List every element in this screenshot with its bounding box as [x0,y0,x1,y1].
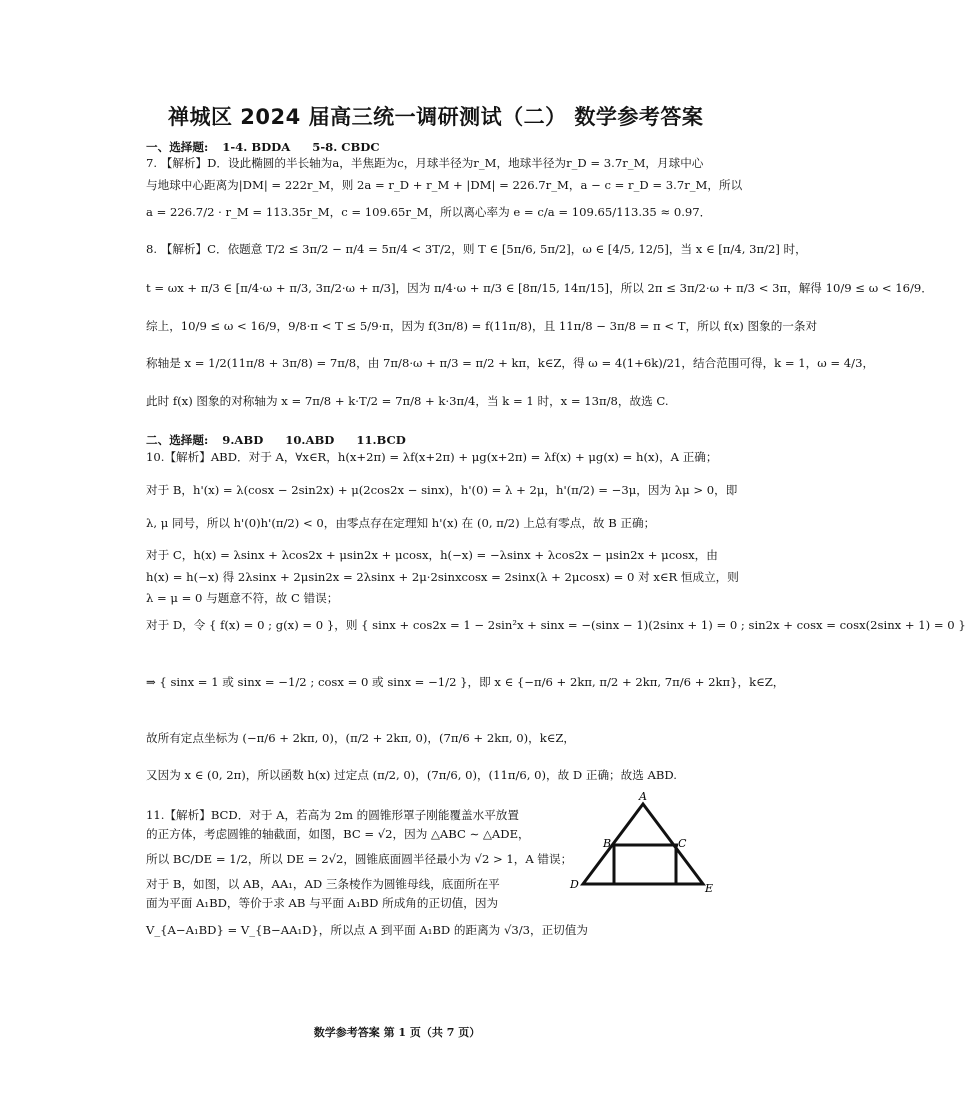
q8-line-5: 此时 f(x) 图象的对称轴为 x = 7π/8 + k·T/2 = 7π/8 + k·3π/4，当 k = 1 时，x = 13π/8，故选 C. [146,394,669,408]
section-2-answer-10: 10.ABD [285,433,335,447]
section-2-label: 二、选择题: [146,433,209,447]
q11-line-3: 所以 BC/DE = 1/2，所以 DE = 2√2，圆锥底面圆半径最小为 √2 > 1，A 错误； [146,852,573,866]
q7-line-1: 7. 【解析】D．设此椭圆的半长轴为a，半焦距为c，月球半径为r_M，地球半径为r_D = 3.7r_M，月球中心 [146,156,704,170]
q10-line-1: 10.【解析】ABD．对于 A，∀x∈R，h(x+2π) = λf(x+2π) + μg(x+2π) = λf(x) + μg(x) = h(x)，A 正确； [146,450,718,464]
q11-line-1: 11.【解析】BCD．对于 A，若高为 2m 的圆锥形罩子刚能覆盖水平放置 [146,808,519,822]
section-1-answer-5-8: 5-8. CBDC [312,140,380,154]
q8-line-4: 称轴是 x = 1/2(11π/8 + 3π/8) = 7π/8，由 7π/8·ω + π/3 = π/2 + kπ，k∈Z，得 ω = 4(1+6k)/21，结合范围可得，k = 1，ω = 4/3， [146,356,875,370]
section-1-label: 一、选择题: [146,140,209,154]
square-section [614,845,676,884]
q8-line-1: 8. 【解析】C．依题意 T/2 ≤ 3π/2 − π/4 = 5π/4 < 3T/2，则 T ∈ [5π/6, 5π/2]，ω ∈ [4/5, 12/5]，当 x ∈ [π/4, 3π/2] 时， [146,242,807,256]
q11-line-2: 的正方体，考虑圆锥的轴截面，如图，BC = √2，因为 △ABC ∼ △ADE， [146,827,530,841]
page-footer: 数学参考答案 第 1 页（共 7 页） [313,1026,481,1039]
q10-line-9: 故所有定点坐标为 (−π/6 + 2kπ, 0)，(π/2 + 2kπ, 0)，(7π/6 + 2kπ, 0)，k∈Z， [146,731,575,745]
q11-line-5: 面为平面 A₁BD，等价于求 AB 与平面 A₁BD 所成角的正切值，因为 [146,896,499,910]
figure-label-d: D [570,878,579,891]
section-2-answer-11: 11.BCD [356,433,406,447]
section-2-answers [146,432,424,448]
cone-cross-section-figure [565,790,725,902]
figure-label-e: E [705,882,714,895]
q7-line-3: a = 226.7/2 · r_M = 113.35r_M，c = 109.65r_M，所以离心率为 e = c/a = 109.65/113.35 ≈ 0.97． [146,205,712,219]
q11-line-6: V_{A−A₁BD} = V_{B−AA₁D}，所以点 A 到平面 A₁BD 的距离为 √3/3，正切值为 [146,923,588,937]
q10-line-10: 又因为 x ∈ (0, 2π)，所以函数 h(x) 过定点 (π/2, 0)，(7π/6, 0)，(11π/6, 0)，故 D 正确；故选 ABD. [146,768,677,782]
figure-label-c: C [678,837,687,850]
figure-label-b: B [603,837,612,850]
q10-line-7: 对于 D，令 { f(x) = 0 ; g(x) = 0 }，则 { sinx + cos2x = 1 − 2sin²x + sinx = −(sinx − 1)(2sinx + 1) = 0 ; sin2x + cosx = cosx(2sinx + 1) = 0 } [146,618,966,632]
q8-line-3: 综上，10/9 ≤ ω < 16/9，9/8·π < T ≤ 5/9·π，因为 f(3π/8) = f(11π/8)，且 11π/8 − 3π/8 = π < T，所以 f(x) 图象的一条对 [146,319,818,333]
q7-line-2: 与地球中心距离为|DM| = 222r_M，则 2a = r_D + r_M + |DM| = 226.7r_M，a − c = r_D = 3.7r_M，所以 [146,178,743,192]
q10-line-5: h(x) = h(−x) 得 2λsinx + 2μsin2x = 2λsinx + 2μ·2sinxcosx = 2sinx(λ + 2μcosx) = 0 对 x∈R 恒成立，则 [146,570,739,584]
q10-line-6: λ = μ = 0 与题意不符，故 C 错误； [146,591,339,605]
section-2-answer-9: 9.ABD [222,433,264,447]
q10-line-4: 对于 C，h(x) = λsinx + λcos2x + μsin2x + μcosx，h(−x) = −λsinx + λcos2x − μsin2x + μcosx，由 [146,548,718,562]
section-1-answer-1-4: 1-4. BDDA [222,140,291,154]
q10-line-2: 对于 B，h'(x) = λ(cosx − 2sin2x) + μ(2cos2x − sinx)，h'(0) = λ + 2μ，h'(π/2) = −3μ，因为 λμ > 0，即 [146,483,738,497]
page-title: 禅城区 2024 届高三统一调研测试（二） 数学参考答案 [168,105,704,129]
figure-label-a: A [639,790,647,803]
q10-line-3: λ, μ 同号，所以 h'(0)h'(π/2) < 0，由零点存在定理知 h'(x) 在 (0, π/2) 上总有零点，故 B 正确； [146,516,656,530]
q8-line-2: t = ωx + π/3 ∈ [π/4·ω + π/3, 3π/2·ω + π/3]，因为 π/4·ω + π/3 ∈ [8π/15, 14π/15]，所以 2π ≤ 3π/2·ω + π/3 < 3π，解得 10/9 ≤ ω < 16/9． [146,281,933,295]
q10-line-8: ⇒ { sinx = 1 或 sinx = −1/2 ; cosx = 0 或 sinx = −1/2 }，即 x ∈ {−π/6 + 2kπ, π/2 + 2kπ, 7π/6 + 2kπ}，k∈Z， [146,675,785,689]
section-1-answers [146,139,398,155]
q11-line-4: 对于 B，如图，以 AB，AA₁，AD 三条棱作为圆锥母线，底面所在平 [146,877,500,891]
